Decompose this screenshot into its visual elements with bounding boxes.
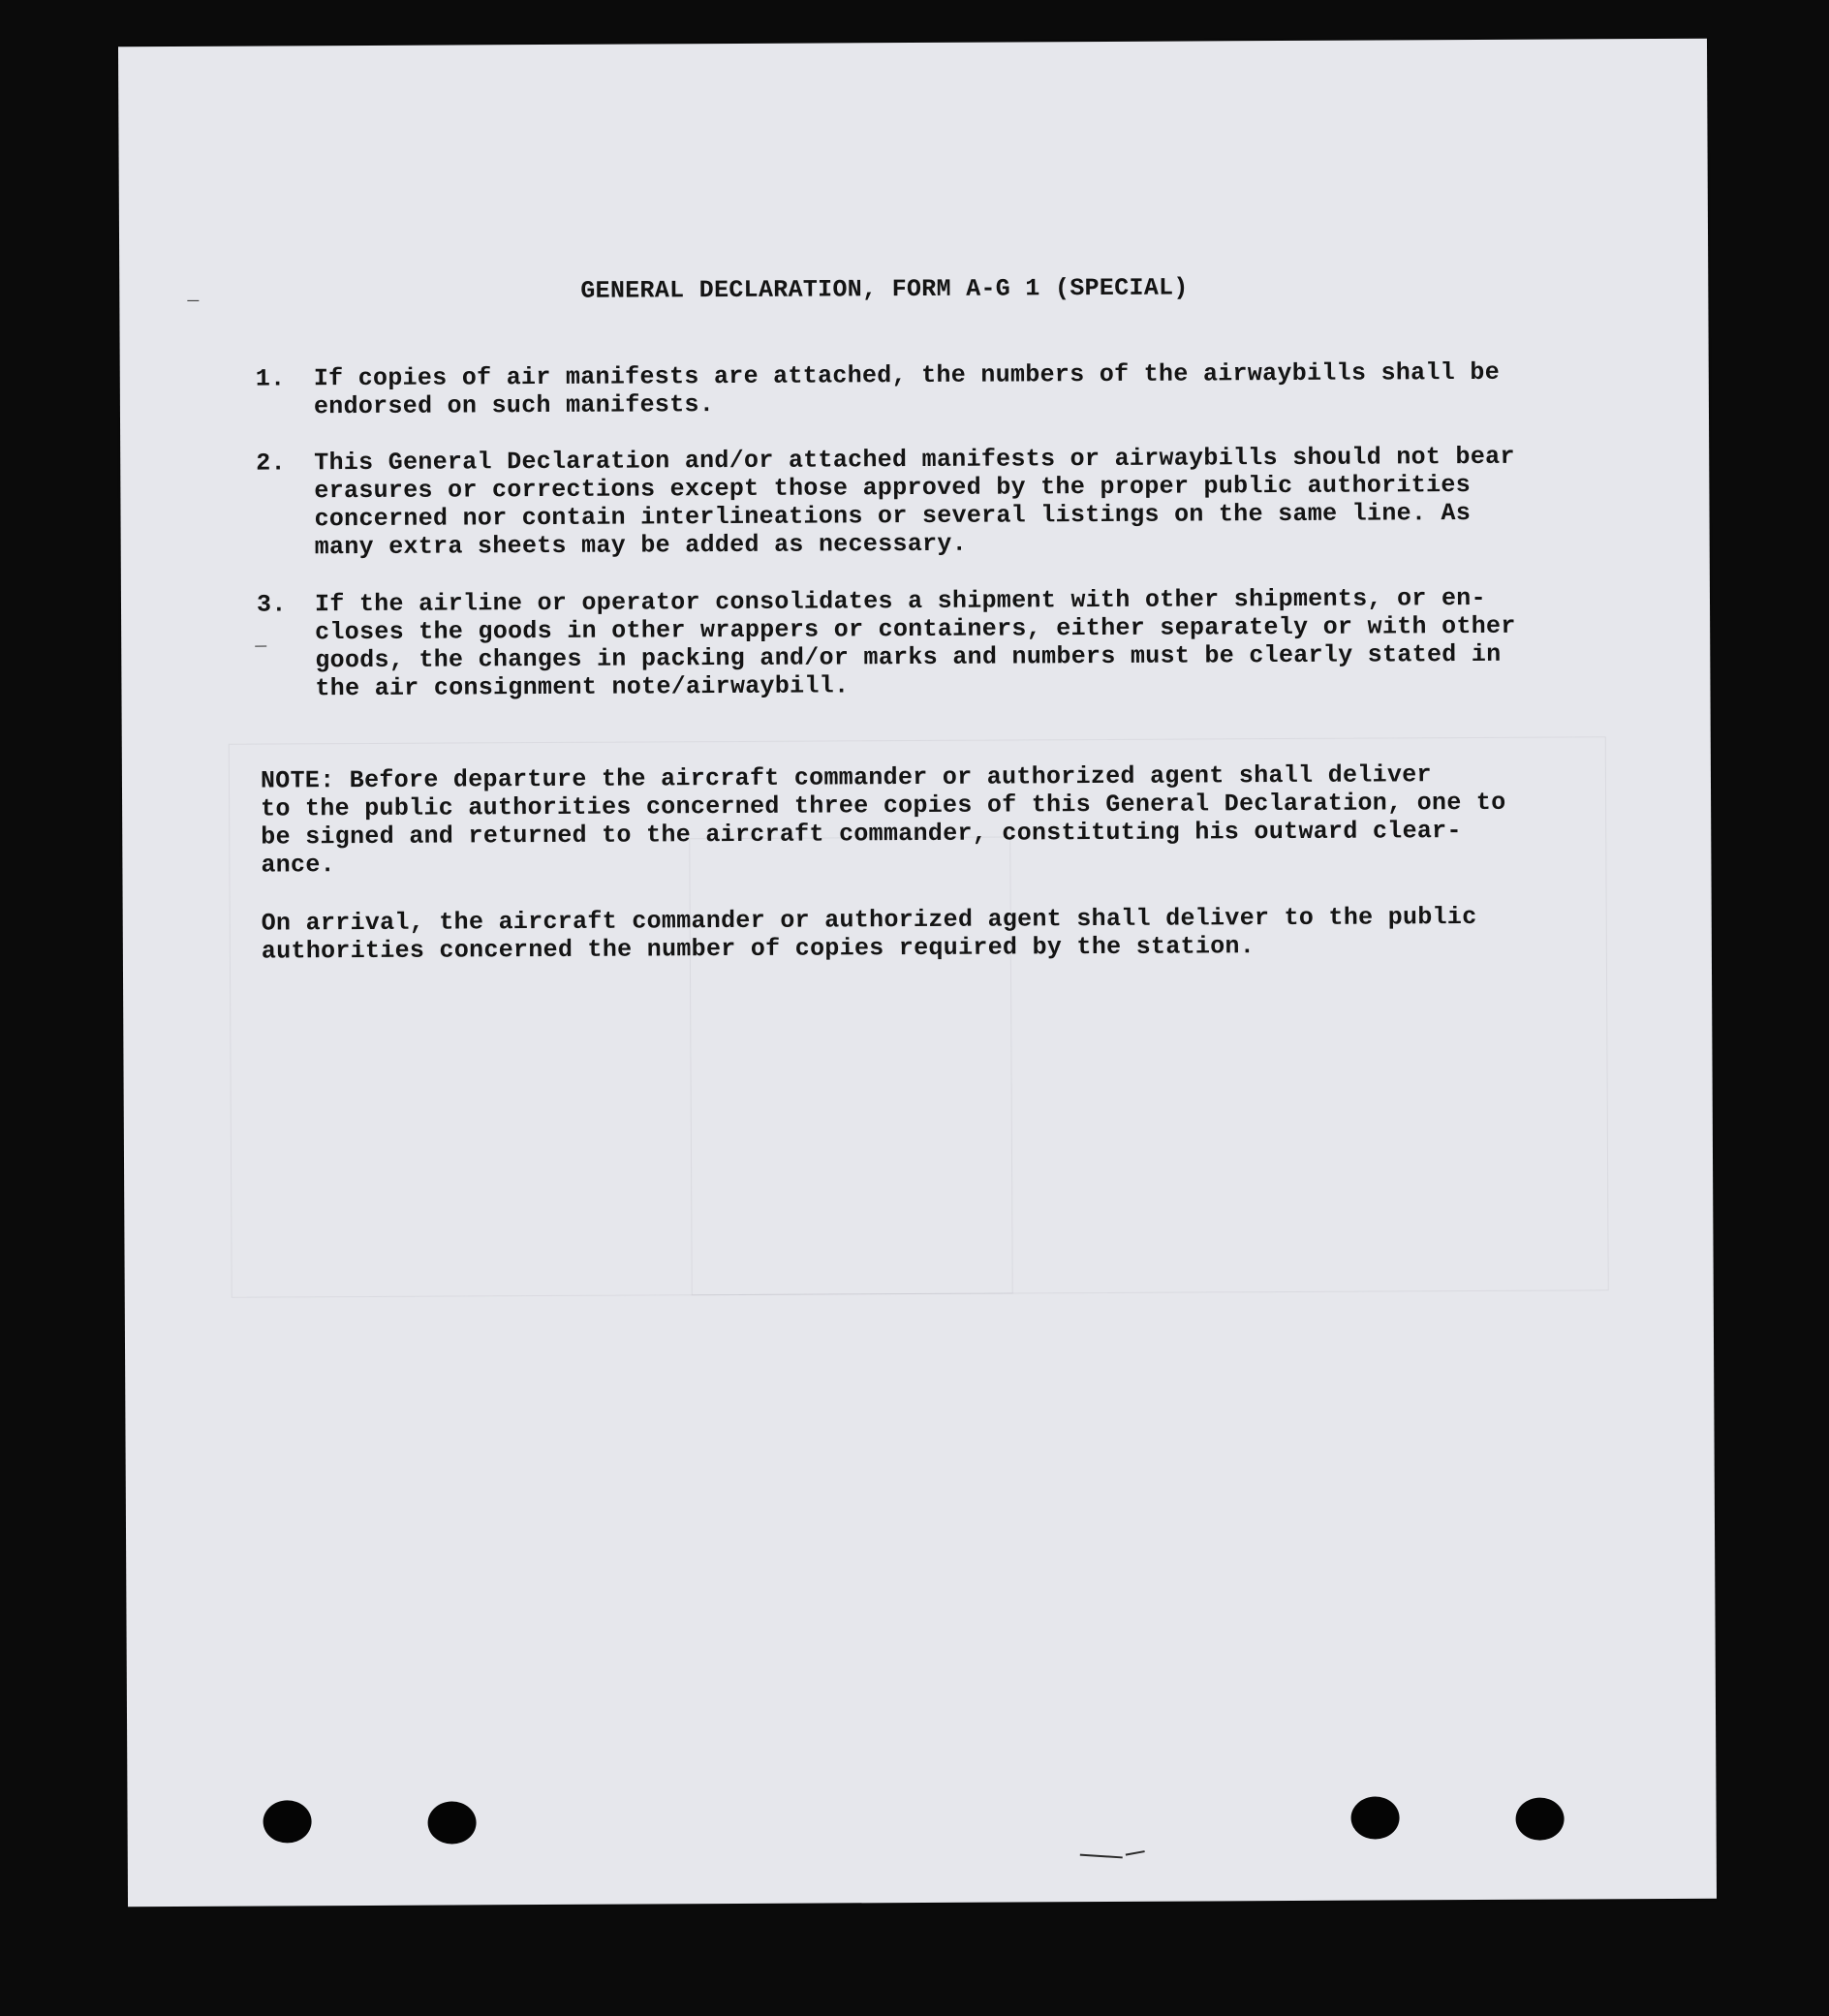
punch-hole: [427, 1801, 476, 1844]
stray-mark: [1080, 1854, 1123, 1859]
item-text: If copies of air manifests are attached, the numbers of the airwaybills shall be endorsed on such manifests.: [313, 357, 1501, 421]
arrival-note: On arrival, the aircraft commander or authorized agent shall deliver to the public authorities concerned the number of copies required by the station.: [261, 902, 1477, 966]
punch-hole: [263, 1800, 311, 1843]
item-text: If the airline or operator consolidates a shipment with other shipments, or en- closes the goods in other wrappers or containers, either separately or with other goods, the changes in packing and/or marks and numbers must be clearly stated in the air consignment note/airwaybill.: [314, 583, 1516, 703]
punch-hole: [1350, 1796, 1399, 1839]
stray-mark: [1126, 1850, 1145, 1856]
stray-mark: [187, 300, 199, 301]
instruction-item-3: [257, 583, 1575, 706]
item-number: 2.: [256, 449, 286, 478]
instruction-item-1: [256, 357, 1573, 422]
instruction-item-2: [256, 442, 1574, 565]
document-page: [118, 39, 1717, 1907]
departure-note: NOTE: Before departure the aircraft commander or authorized agent shall deliver to the public authorities concerned three copies of this General Declaration, one to be signed and returned to the aircraft commander, constituting his outward clear- ance.: [260, 760, 1506, 880]
item-text: This General Declaration and/or attached manifests or airwaybills should not bear erasures or corrections except those approved by the proper public authorities concerned nor contain interlineations or several listings on the same line. As many extra sheets may be added as necessary.: [314, 442, 1515, 562]
punch-hole: [1515, 1798, 1564, 1841]
item-number: 1.: [255, 364, 286, 393]
item-number: 3.: [256, 590, 287, 619]
page-title: GENERAL DECLARATION, FORM A-G 1 (SPECIAL): [580, 273, 1189, 305]
stray-mark: [255, 646, 266, 647]
